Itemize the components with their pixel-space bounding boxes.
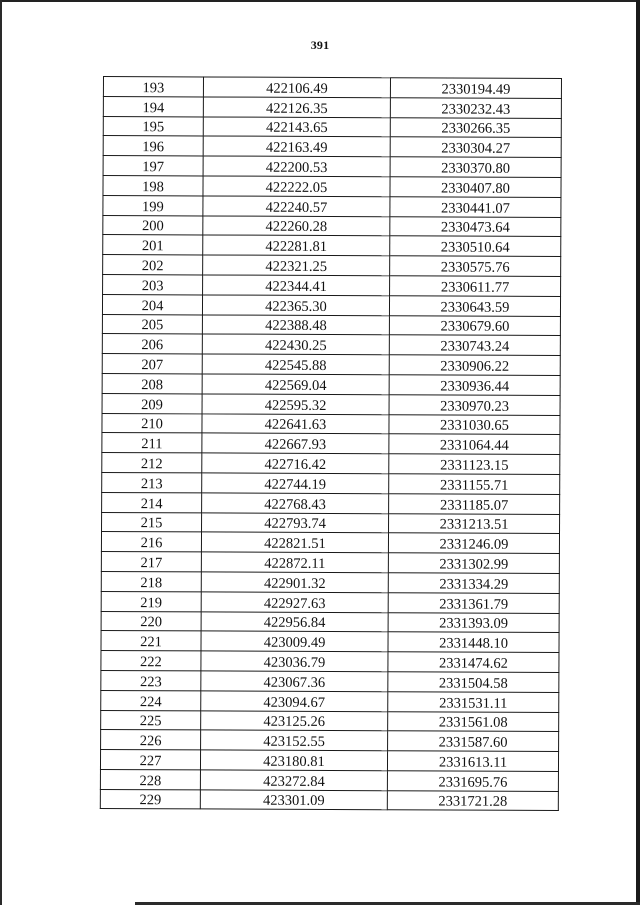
- table-row: [101, 631, 559, 653]
- x-coordinate-cell: 422667.93: [202, 433, 389, 454]
- y-coordinate-cell: 2330510.64: [390, 236, 561, 257]
- y-coordinate-cell: 2330266.35: [390, 117, 561, 138]
- x-coordinate-cell: 422365.30: [202, 295, 389, 316]
- x-coordinate-cell: 422768.43: [202, 493, 389, 514]
- x-coordinate-cell: 423180.81: [200, 750, 387, 771]
- x-coordinate-cell: 422641.63: [202, 413, 389, 434]
- point-number-cell: 193: [103, 77, 203, 97]
- point-number-cell: 207: [102, 354, 202, 374]
- x-coordinate-cell: 422200.53: [203, 156, 390, 177]
- point-number-cell: 221: [101, 631, 201, 651]
- table-row: [103, 156, 561, 178]
- x-coordinate-cell: 422821.51: [201, 532, 388, 553]
- y-coordinate-cell: 2331721.28: [387, 790, 558, 811]
- point-number-cell: 212: [102, 453, 202, 473]
- point-number-cell: 217: [101, 552, 201, 572]
- y-coordinate-cell: 2331361.79: [388, 592, 559, 613]
- point-number-cell: 210: [102, 413, 202, 433]
- y-coordinate-cell: 2331393.09: [388, 612, 559, 633]
- table-row: [103, 195, 561, 217]
- table-row: [102, 453, 560, 475]
- x-coordinate-cell: 422545.88: [202, 354, 389, 375]
- y-coordinate-cell: 2330232.43: [390, 98, 561, 119]
- x-coordinate-cell: 422321.25: [203, 255, 390, 276]
- x-coordinate-cell: 422240.57: [203, 196, 390, 217]
- y-coordinate-cell: 2331448.10: [388, 632, 559, 653]
- table-row: [101, 730, 559, 752]
- x-coordinate-cell: 423301.09: [200, 790, 387, 811]
- y-coordinate-cell: 2330304.27: [390, 137, 561, 158]
- table-row: [102, 433, 560, 455]
- point-number-cell: 213: [102, 472, 202, 492]
- table-row: [101, 690, 559, 712]
- point-number-cell: 206: [102, 334, 202, 354]
- y-coordinate-cell: 2330473.64: [390, 216, 561, 237]
- point-number-cell: 208: [102, 373, 202, 393]
- table-row: [102, 492, 560, 514]
- table-row: [103, 215, 561, 237]
- point-number-cell: 226: [101, 730, 201, 750]
- y-coordinate-cell: 2331030.65: [389, 414, 560, 435]
- y-coordinate-cell: 2331155.71: [389, 474, 560, 495]
- x-coordinate-cell: 422126.35: [203, 97, 390, 118]
- point-number-cell: 215: [102, 512, 202, 532]
- point-number-cell: 196: [103, 136, 203, 156]
- x-coordinate-cell: 422901.32: [201, 572, 388, 593]
- x-coordinate-cell: 423036.79: [201, 651, 388, 672]
- x-coordinate-cell: 422927.63: [201, 592, 388, 613]
- y-coordinate-cell: 2330575.76: [390, 256, 561, 277]
- table-row: [102, 472, 560, 494]
- table-row: [103, 116, 561, 138]
- y-coordinate-cell: 2330936.44: [389, 375, 560, 396]
- x-coordinate-cell: 422344.41: [203, 275, 390, 296]
- point-number-cell: 214: [102, 492, 202, 512]
- point-number-cell: 225: [101, 710, 201, 730]
- x-coordinate-cell: 422595.32: [202, 394, 389, 415]
- x-coordinate-cell: 423272.84: [200, 770, 387, 791]
- y-coordinate-cell: 2331302.99: [388, 553, 559, 574]
- scan-edge-top: [0, 0, 640, 2]
- table-row: [103, 274, 561, 296]
- point-number-cell: 203: [103, 274, 203, 294]
- y-coordinate-cell: 2331246.09: [388, 533, 559, 554]
- table-row: [103, 96, 561, 118]
- point-number-cell: 219: [101, 591, 201, 611]
- table-row: [102, 373, 560, 395]
- y-coordinate-cell: 2331334.29: [388, 573, 559, 594]
- x-coordinate-cell: 423009.49: [201, 631, 388, 652]
- y-coordinate-cell: 2331213.51: [389, 513, 560, 534]
- table-row: [103, 136, 561, 158]
- table-row: [100, 769, 558, 791]
- point-number-cell: 229: [100, 789, 200, 809]
- y-coordinate-cell: 2331587.60: [388, 731, 559, 752]
- point-number-cell: 223: [101, 670, 201, 690]
- point-number-cell: 216: [101, 532, 201, 552]
- x-coordinate-cell: 422956.84: [201, 611, 388, 632]
- x-coordinate-cell: 422569.04: [202, 374, 389, 395]
- x-coordinate-cell: 423094.67: [201, 691, 388, 712]
- x-coordinate-cell: 422222.05: [203, 176, 390, 197]
- table-row: [102, 512, 560, 534]
- y-coordinate-cell: 2330970.23: [389, 395, 560, 416]
- x-coordinate-cell: 422430.25: [202, 334, 389, 355]
- point-number-cell: 200: [103, 215, 203, 235]
- x-coordinate-cell: 422744.19: [202, 473, 389, 494]
- point-number-cell: 228: [100, 769, 200, 789]
- point-number-cell: 224: [101, 690, 201, 710]
- y-coordinate-cell: 2330643.59: [389, 296, 560, 317]
- table-row: [102, 393, 560, 415]
- y-coordinate-cell: 2331185.07: [389, 493, 560, 514]
- x-coordinate-cell: 423152.55: [201, 730, 388, 751]
- point-number-cell: 197: [103, 156, 203, 176]
- y-coordinate-cell: 2331695.76: [387, 771, 558, 792]
- x-coordinate-cell: 422793.74: [202, 512, 389, 533]
- table-row: [102, 294, 560, 316]
- point-number-cell: 209: [102, 393, 202, 413]
- point-number-cell: 220: [101, 611, 201, 631]
- x-coordinate-cell: 422281.81: [203, 235, 390, 256]
- x-coordinate-cell: 422143.65: [203, 117, 390, 138]
- x-coordinate-cell: 422260.28: [203, 216, 390, 237]
- y-coordinate-cell: 2330679.60: [389, 315, 560, 336]
- y-coordinate-cell: 2330407.80: [390, 177, 561, 198]
- y-coordinate-cell: 2331531.11: [388, 691, 559, 712]
- table-row: [101, 670, 559, 692]
- table-row: [102, 334, 560, 356]
- table-row: [101, 611, 559, 633]
- table-row: [102, 314, 560, 336]
- point-number-cell: 194: [103, 96, 203, 116]
- scan-edge-left: [0, 0, 2, 905]
- y-coordinate-cell: 2331474.62: [388, 652, 559, 673]
- table-row: [101, 591, 559, 613]
- page-number: 391: [310, 38, 330, 52]
- coordinate-table: [100, 76, 562, 811]
- table-row: [103, 175, 561, 197]
- point-number-cell: 201: [103, 235, 203, 255]
- point-number-cell: 227: [100, 750, 200, 770]
- x-coordinate-cell: 422716.42: [202, 453, 389, 474]
- point-number-cell: 198: [103, 175, 203, 195]
- y-coordinate-cell: 2330743.24: [389, 335, 560, 356]
- point-number-cell: 218: [101, 571, 201, 591]
- table-row: [103, 235, 561, 257]
- point-number-cell: 199: [103, 195, 203, 215]
- y-coordinate-cell: 2330194.49: [390, 78, 561, 99]
- y-coordinate-cell: 2330370.80: [390, 157, 561, 178]
- point-number-cell: 195: [103, 116, 203, 136]
- table-row: [100, 789, 558, 811]
- point-number-cell: 222: [101, 651, 201, 671]
- point-number-cell: 204: [102, 294, 202, 314]
- table-row: [102, 413, 560, 435]
- x-coordinate-cell: 422872.11: [201, 552, 388, 573]
- table-row: [103, 77, 561, 99]
- x-coordinate-cell: 422106.49: [203, 77, 390, 98]
- point-number-cell: 211: [102, 433, 202, 453]
- point-number-cell: 202: [103, 255, 203, 275]
- table-row: [101, 532, 559, 554]
- table-row: [101, 552, 559, 574]
- x-coordinate-cell: 423125.26: [201, 710, 388, 731]
- scan-edge-right: [636, 0, 640, 905]
- coordinate-table-body: [100, 77, 561, 811]
- table-row: [101, 710, 559, 732]
- y-coordinate-cell: 2330441.07: [390, 197, 561, 218]
- x-coordinate-cell: 423067.36: [201, 671, 388, 692]
- y-coordinate-cell: 2331613.11: [387, 751, 558, 772]
- table-row: [103, 255, 561, 277]
- y-coordinate-cell: 2331504.58: [388, 672, 559, 693]
- y-coordinate-cell: 2331064.44: [389, 434, 560, 455]
- table-row: [101, 571, 559, 593]
- y-coordinate-cell: 2331123.15: [389, 454, 560, 475]
- table-row: [102, 354, 560, 376]
- point-number-cell: 205: [102, 314, 202, 334]
- x-coordinate-cell: 422163.49: [203, 136, 390, 157]
- y-coordinate-cell: 2330906.22: [389, 355, 560, 376]
- y-coordinate-cell: 2331561.08: [388, 711, 559, 732]
- x-coordinate-cell: 422388.48: [202, 314, 389, 335]
- table-row: [101, 651, 559, 673]
- table-row: [100, 750, 558, 772]
- y-coordinate-cell: 2330611.77: [390, 276, 561, 297]
